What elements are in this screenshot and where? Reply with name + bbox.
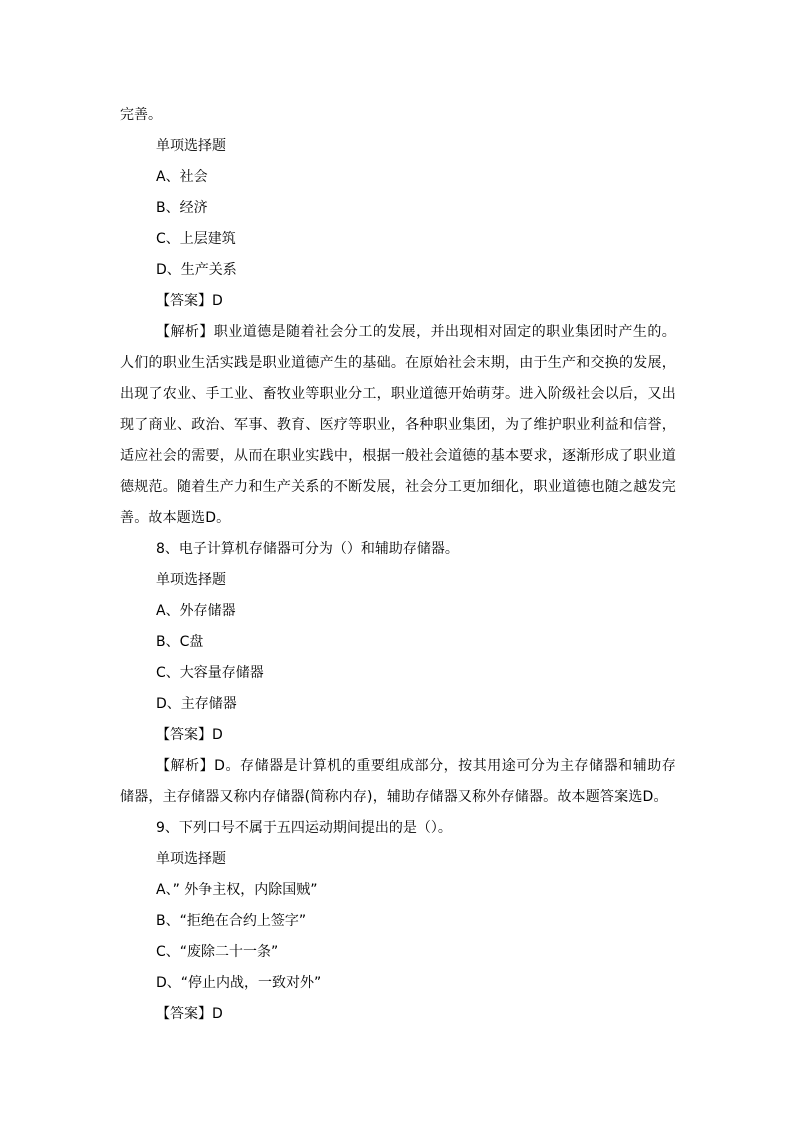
- q7-option-c: C、上层建筑: [156, 231, 236, 247]
- q8-analysis-tag: 【解析】: [156, 758, 215, 774]
- q8-answer-value: D: [212, 727, 223, 743]
- q7-analysis: [120, 317, 676, 534]
- q7-tail-text: 完善。: [120, 107, 162, 123]
- q7-option-b: B、经济: [156, 200, 208, 216]
- q7-analysis-tag: 【解析】: [156, 324, 214, 340]
- q8-option-b: B、C盘: [156, 634, 204, 650]
- document-content: [120, 100, 676, 1030]
- q8-analysis: [120, 751, 676, 813]
- q8-analysis-text: D。存储器是计算机的重要组成部分，按其用途可分为主存储器和辅助存储器，主存储器又称内存储器(简称内存)，辅助存储器又称外存储器。故本题答案选D。: [120, 758, 676, 805]
- q9-answer-value: D: [212, 1006, 223, 1022]
- q8-option-d: D、主存储器: [156, 696, 237, 712]
- q8-question: 8、电子计算机存储器可分为（）和辅助存储器。: [156, 541, 459, 557]
- q7-question-type: 单项选择题: [156, 138, 226, 154]
- q7-option-a: A、社会: [156, 169, 208, 185]
- q8-option-a: A、外存储器: [156, 603, 236, 619]
- q9-option-a: A、” 外争主权，内除国贼”: [156, 882, 318, 898]
- q7-answer-value: D: [212, 293, 223, 309]
- q9-option-d: D、“停止内战，一致对外”: [156, 975, 322, 991]
- q9-question: 9、下列口号不属于五四运动期间提出的是（）。: [156, 820, 452, 836]
- q9-answer-line: [120, 999, 676, 1030]
- q7-option-d: D、生产关系: [156, 262, 237, 278]
- q9-option-c: C、“废除二十一条”: [156, 944, 279, 960]
- q9-answer-tag: 【答案】: [156, 1006, 212, 1022]
- q8-answer-line: [120, 720, 676, 751]
- q8-answer-tag: 【答案】: [156, 727, 212, 743]
- q9-option-b: B、“拒绝在合约上签字”: [156, 913, 307, 929]
- q7-analysis-text: 职业道德是随着社会分工的发展，并出现相对固定的职业集团时产生的。人们的职业生活实践是职业道德产生的基础。在原始社会末期，由于生产和交换的发展，出现了农业、手工业、畜牧业等职业分工，职业道德开始萌芽。进入阶级社会以后，又出现了商业、政治、军事、教育、医疗等职业，各种职业集团，为了维护职业利益和信誉，适应社会的需要，从而在职业实践中，根据一般社会道德的基本要求，逐渐形成了职业道德规范。随着生产力和生产关系的不断发展，社会分工更加细化，职业道德也随之越发完善。故本题选D。: [120, 324, 676, 526]
- q7-answer-line: [120, 286, 676, 317]
- q8-option-c: C、大容量存储器: [156, 665, 264, 681]
- q8-question-type: 单项选择题: [156, 572, 226, 588]
- q7-answer-tag: 【答案】: [156, 293, 212, 309]
- q9-question-type: 单项选择题: [156, 851, 226, 867]
